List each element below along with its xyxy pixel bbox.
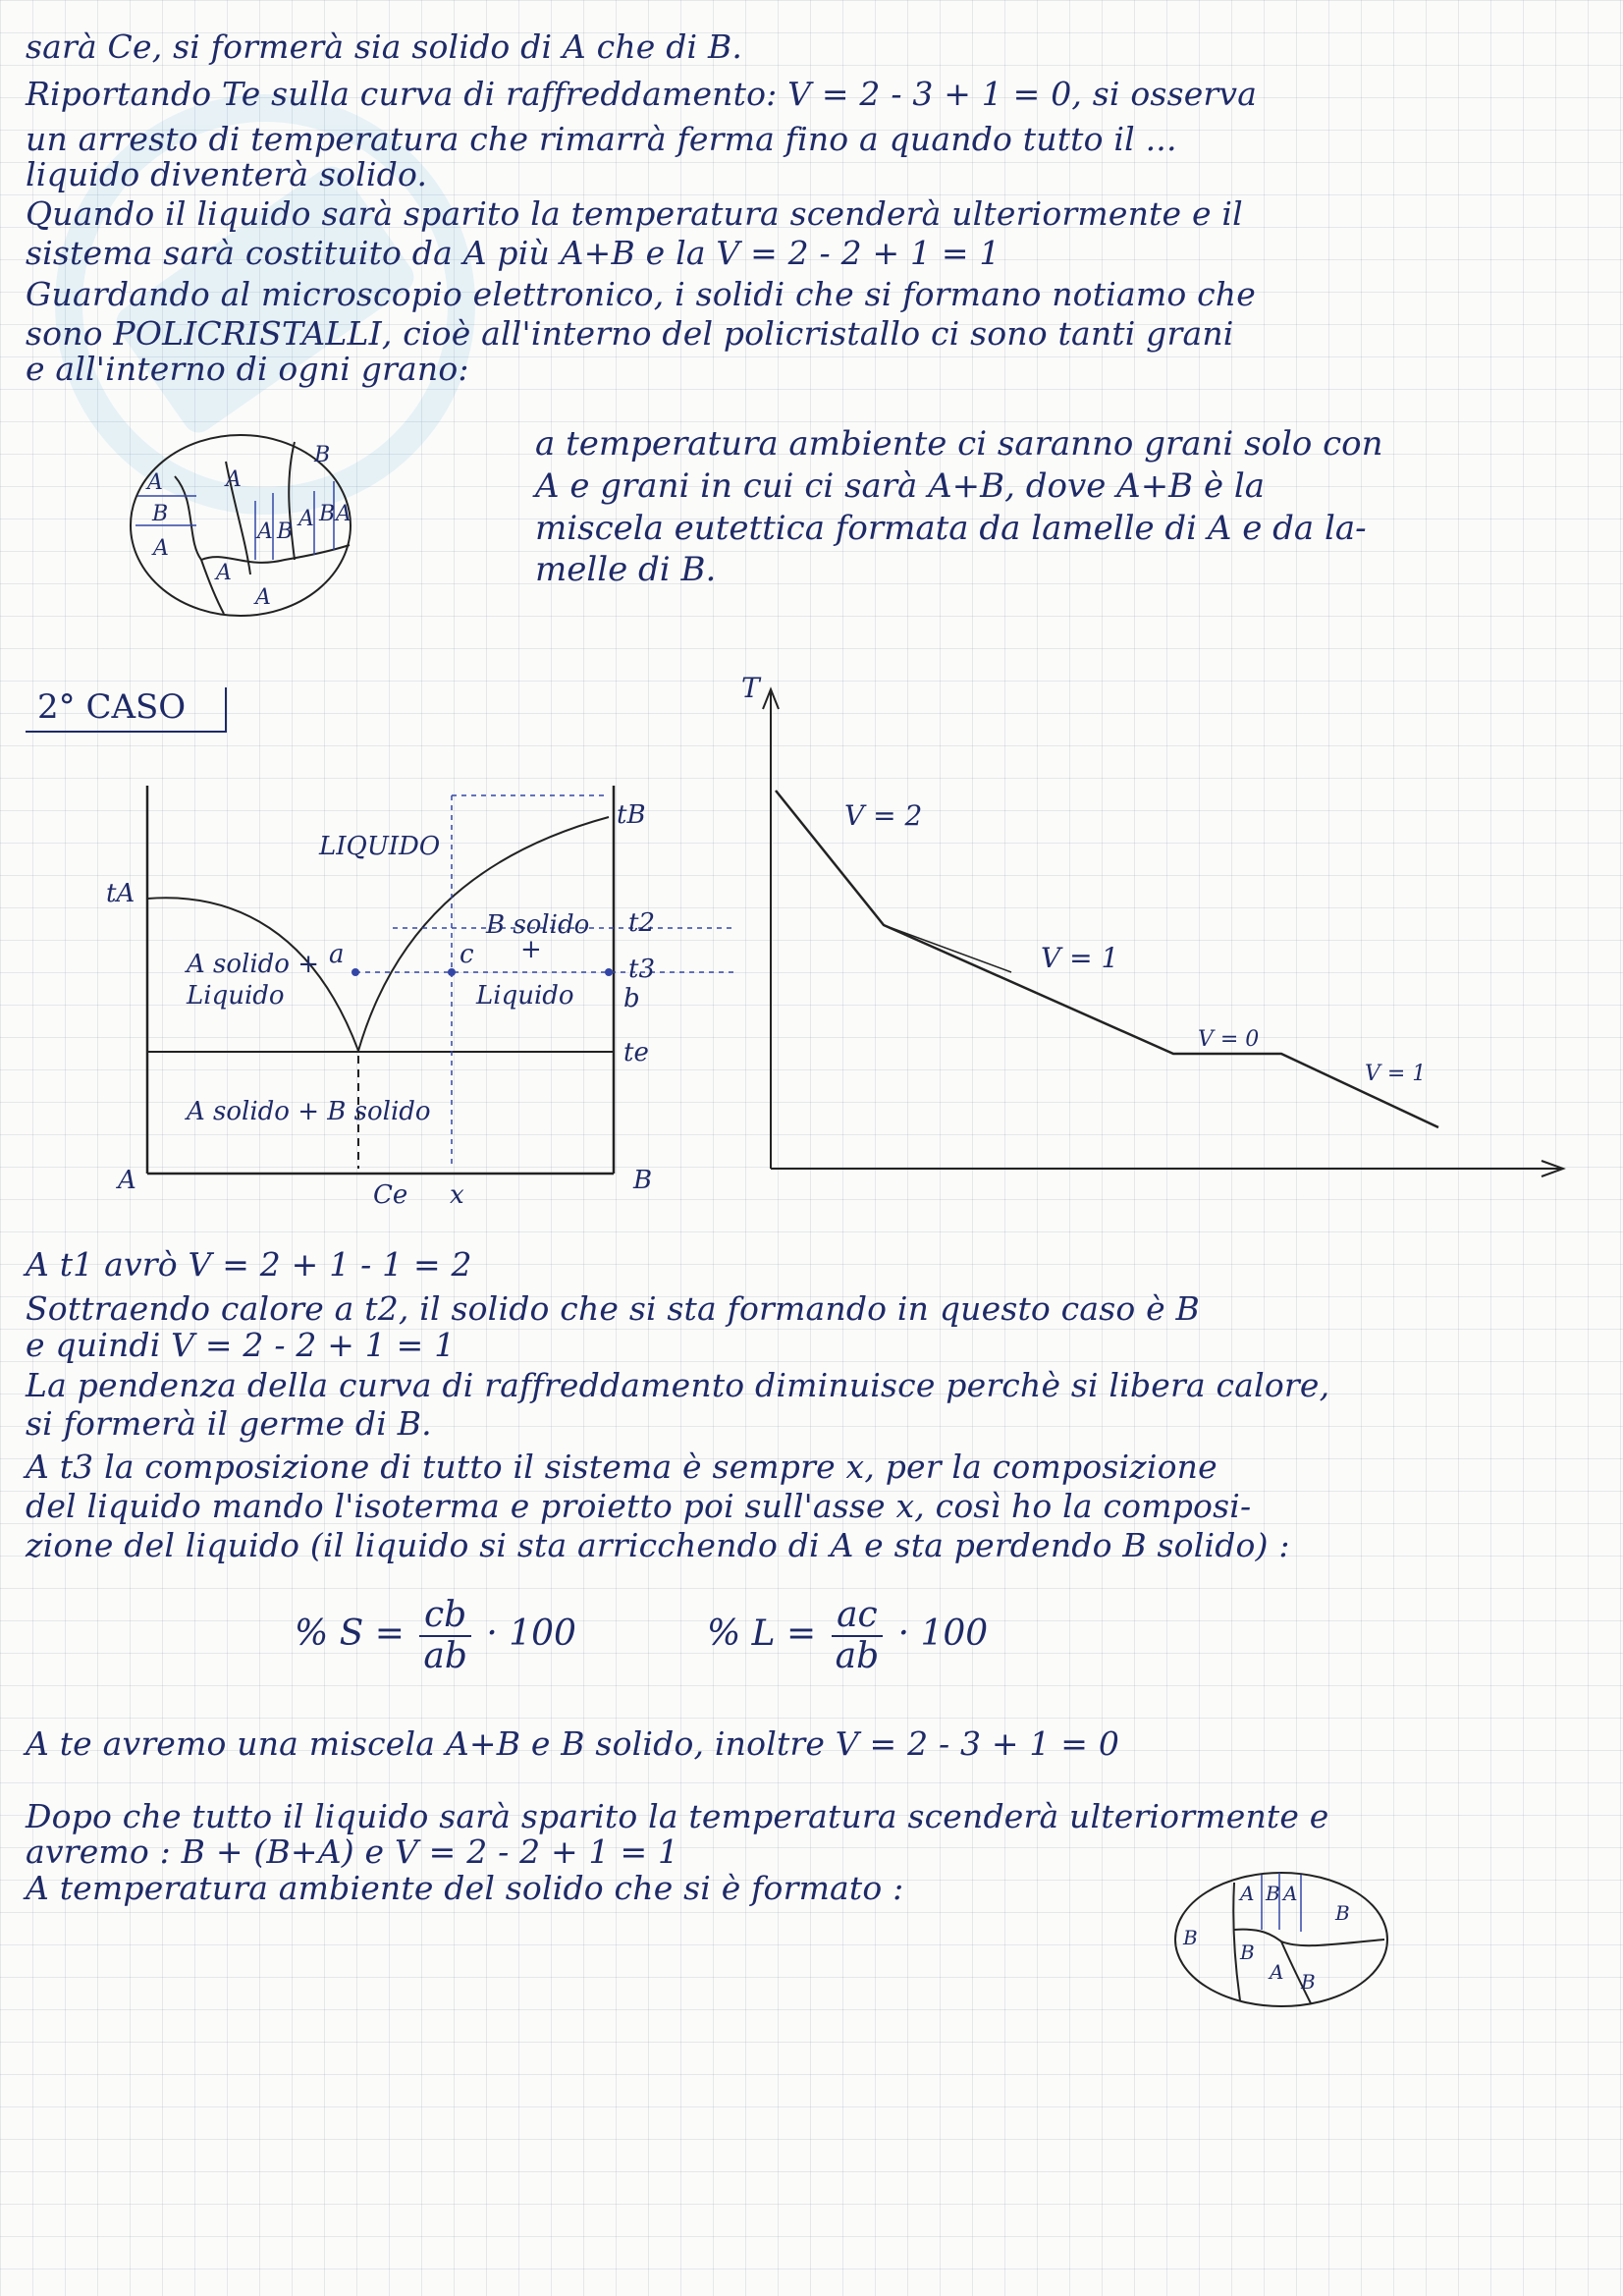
- fraction: [832, 1596, 884, 1676]
- curve-label-v: V = 0: [1198, 1027, 1260, 1052]
- axis-label-b: B: [633, 1166, 653, 1195]
- grain-label: B: [1335, 1901, 1350, 1925]
- grain-label: A: [153, 536, 169, 561]
- text-line: sistema sarà costituito da A più A+B e la V = 2 - 2 + 1 = 1: [26, 234, 1001, 272]
- text-line: a temperatura ambiente ci saranno grani solo con: [535, 424, 1383, 464]
- text-line: e all'interno di ogni grano:: [26, 350, 469, 388]
- temp-label-t3: t3: [628, 955, 655, 984]
- phase-diagram: [98, 776, 736, 1228]
- grain-sketch-eutectic: [118, 422, 363, 629]
- temp-label-te: te: [623, 1038, 649, 1067]
- text-line: avremo : B + (B+A) e V = 2 - 2 + 1 = 1: [26, 1832, 679, 1871]
- text-line: Riportando Te sulla curva di raffreddamento: V = 2 - 3 + 1 = 0, si osserva: [26, 75, 1258, 113]
- formula-rhs: · 100: [486, 1613, 576, 1654]
- fraction-numerator: cb: [419, 1596, 471, 1637]
- grain-label: A: [1240, 1882, 1255, 1905]
- text-line: A te avremo una miscela A+B e B solido, inoltre V = 2 - 3 + 1 = 0: [26, 1724, 1120, 1763]
- text-line: e quindi V = 2 - 2 + 1 = 1: [26, 1326, 456, 1364]
- text-line: melle di B.: [535, 550, 717, 589]
- grain-label: A: [1283, 1882, 1298, 1905]
- formula-percent-solid: [295, 1596, 576, 1676]
- grain-label: B: [152, 502, 169, 526]
- grain-label: B: [1266, 1882, 1280, 1905]
- point-label-a: a: [329, 940, 345, 969]
- fraction: [419, 1596, 471, 1676]
- text-line: sono POLICRISTALLI, cioè all'interno del policristallo ci sono tanti grani: [26, 314, 1234, 353]
- grain-label: A: [1270, 1960, 1284, 1984]
- grain-label: A: [298, 507, 314, 531]
- region-label: Liquido: [476, 981, 574, 1011]
- text-line: Guardando al microscopio elettronico, i solidi che si formano notiamo che: [26, 275, 1256, 313]
- text-line: Dopo che tutto il liquido sarà sparito la temperatura scenderà ulteriormente e: [26, 1797, 1329, 1835]
- region-label: A solido +: [187, 950, 320, 979]
- formula-rhs: · 100: [897, 1613, 989, 1654]
- curve-label-v: V = 2: [844, 799, 923, 832]
- grain-label: B: [1183, 1926, 1198, 1949]
- temp-label-t2: t2: [628, 908, 655, 938]
- region-label: B solido: [486, 910, 590, 940]
- grain-label: B: [1240, 1941, 1255, 1964]
- text-line: sarà Ce, si formerà sia solido di A che di B.: [26, 27, 743, 66]
- grain-label: A: [257, 519, 273, 544]
- cooling-curve: [727, 668, 1571, 1218]
- formula-lhs: % S =: [295, 1613, 405, 1654]
- composition-label-ce: Ce: [373, 1180, 408, 1210]
- text-line: A t1 avrò V = 2 + 1 - 1 = 2: [26, 1245, 472, 1284]
- grain-label: A: [147, 470, 163, 495]
- grain-label: B: [319, 502, 336, 526]
- text-line: un arresto di temperatura che rimarrà ferma fino a quando tutto il ...: [26, 120, 1177, 158]
- text-line: zione del liquido (il liquido si sta arricchendo di A e sta perdendo B solido) :: [26, 1526, 1290, 1564]
- curve-label-v: V = 1: [1041, 942, 1119, 974]
- temp-label-tb: tB: [617, 800, 646, 830]
- curve-label-v: V = 1: [1365, 1062, 1427, 1086]
- text-line: A e grani in cui ci sarà A+B, dove A+B è la: [535, 466, 1266, 506]
- text-line: A t3 la composizione di tutto il sistema è sempre x, per la composizione: [26, 1448, 1217, 1486]
- axis-label-t: T: [741, 672, 760, 704]
- text-line: Sottraendo calore a t2, il solido che si sta formando in questo caso è B: [26, 1289, 1201, 1328]
- fraction-denominator: ab: [423, 1636, 467, 1676]
- text-line: liquido diventerà solido.: [26, 155, 428, 193]
- text-line: miscela eutettica formata da lamelle di A e da la-: [535, 509, 1367, 548]
- formula-percent-liquid: [707, 1596, 988, 1676]
- grain-label: A: [336, 502, 352, 526]
- text-line: La pendenza della curva di raffreddamento diminuisce perchè si libera calore,: [26, 1366, 1330, 1404]
- fraction-numerator: ac: [832, 1596, 884, 1637]
- grain-label: A: [226, 467, 242, 492]
- point-label-b: b: [623, 984, 640, 1013]
- text-line: Quando il liquido sarà sparito la temperatura scenderà ulteriormente e il: [26, 194, 1243, 233]
- grain-label: A: [216, 561, 232, 585]
- text-line: del liquido mando l'isoterma e proietto poi sull'asse x, così ho la composi-: [26, 1487, 1252, 1525]
- region-label: Liquido: [187, 981, 285, 1011]
- formula-lhs: % L =: [707, 1613, 817, 1654]
- axis-label-a: A: [118, 1166, 136, 1195]
- region-label-liquid: LIQUIDO: [319, 832, 441, 861]
- composition-label-x: x: [450, 1180, 464, 1210]
- grain-sketch-hypereutectic: [1163, 1861, 1399, 2018]
- fraction-denominator: ab: [835, 1636, 880, 1676]
- text-line: si formerà il germe di B.: [26, 1404, 432, 1443]
- section-title: 2° CASO: [26, 687, 227, 733]
- point-label-c: c: [460, 940, 474, 969]
- region-label: +: [520, 935, 542, 964]
- text-line: A temperatura ambiente del solido che si è formato :: [26, 1869, 904, 1907]
- grain-label: B: [277, 519, 294, 544]
- region-label-solid: A solido + B solido: [187, 1097, 431, 1126]
- grain-label: B: [314, 443, 331, 467]
- temp-label-ta: tA: [106, 879, 135, 908]
- grain-label: A: [255, 585, 271, 610]
- grain-label: B: [1301, 1970, 1316, 1994]
